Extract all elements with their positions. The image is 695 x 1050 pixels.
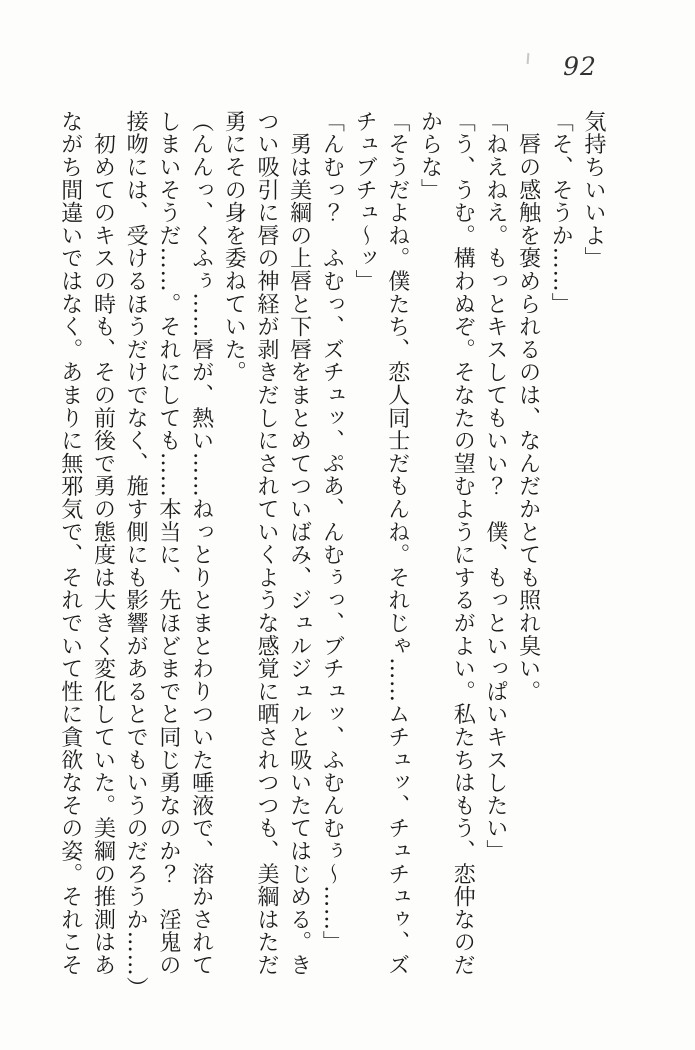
scan-artifact-mark: [527, 53, 530, 64]
text-column: 初めてのキスの時も、その前後で勇の態度は大きく変化していた。美綱の推測はあ: [90, 110, 116, 977]
text-column: 勇にその身を委ねていた。: [221, 110, 247, 384]
text-column: 気持ちいいよ」: [581, 110, 606, 270]
text-column: からな」: [417, 110, 443, 202]
text-column: 「ねえねえ。もっとキスしてもいい？ 僕、もっといっぱいキスしたい」: [482, 110, 508, 863]
text-column: 「う、うむ。構わぬぞ。そなたの望むようにするがよい。私たちはもう、恋仲なのだ: [450, 110, 476, 977]
text-column: 「そうだよね。僕たち、恋人同士だもんね。それじゃ……ムチュッ、チュチュゥ、ズ: [384, 110, 410, 977]
text-column: 接吻には、受けるほうだけでなく、施す側にも影響があるとでもいうのだろうか……）: [123, 110, 149, 1000]
vertical-text-block: [53, 110, 609, 1000]
text-column: 「そ、そうか……」: [548, 110, 574, 316]
text-column: ながち間違いではなく。あまりに無邪気で、それでいて性に貪欲なその姿。それこそ: [57, 110, 83, 977]
text-column: チュブチュ〜ッ」: [352, 110, 378, 293]
text-column: 勇は美綱の上唇と下唇をまとめてついばみ、ジュルジュルと吸いたてはじめる。き: [286, 110, 312, 977]
text-column: つい吸引に唇の神経が剥きだしにされていくような感覚に晒されつつも、美綱はただ: [253, 110, 279, 977]
text-column: しまいそうだ……。それにしても……本当に、先ほどまでと同じ勇なのか？ 淫鬼の: [155, 110, 181, 977]
page-number: 92: [563, 52, 597, 81]
text-column: 「んむっ？ ふむっ、ズチュッ、ぷあ、んむぅっ、ブチュッ、ふむんむぅ〜……」: [319, 110, 345, 954]
text-column: （んんっ、くふぅ……唇が、熱い……ねっとりとまとわりついた唾液で、溶かされて: [188, 110, 214, 977]
text-column: 唇の感触を褒められるのは、なんだかとても照れ臭い。: [515, 110, 541, 703]
